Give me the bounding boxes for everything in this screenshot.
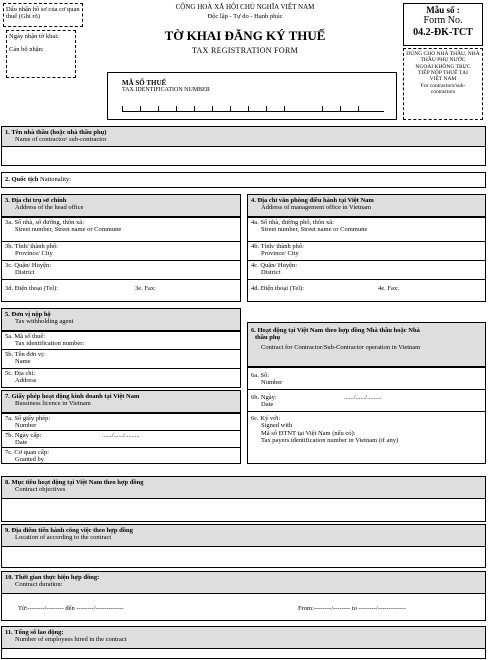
- received-stamp-box: [3, 3, 83, 27]
- field-4c-label-en: District: [261, 269, 281, 277]
- field-4d-4e[interactable]: [248, 279, 485, 301]
- section-11-title-en: Number of employees hired in the contract: [15, 636, 127, 644]
- field-3b-label-en: Province/ City: [15, 250, 53, 258]
- section-1-contractor-name: [1, 126, 486, 166]
- section-1-title-en: Name of contractor/ sub-contractor: [15, 136, 107, 144]
- page-header: [100, 3, 390, 56]
- section-5-title-en: Tax withholding agent: [15, 318, 74, 326]
- tax-id-digit-cell[interactable]: [266, 106, 267, 111]
- field-3c-label-en: District: [15, 269, 35, 277]
- field-6c[interactable]: [248, 411, 485, 463]
- form-number-label-vi: Mẫu số :: [426, 5, 460, 15]
- field-5a[interactable]: [2, 331, 240, 349]
- field-3d-3e[interactable]: [2, 279, 240, 301]
- field-3b-label: 3b. Tỉnh/ thành phố:: [5, 243, 58, 250]
- field-5b-label: 5b. Tên đơn vị:: [5, 351, 45, 358]
- section-8-title-vi: 8. Mục tiêu hoạt động tại Việt Nam theo hợp đồng: [5, 479, 144, 486]
- field-4b-label-en: Province/ City: [261, 250, 299, 258]
- national-motto: Độc lập - Tự do - Hạnh phúc: [207, 13, 283, 21]
- section-7-business-licence: [1, 390, 241, 464]
- duration-from-vi[interactable]: Từ:--------/-------- đến --------/-------------: [18, 605, 124, 612]
- usage-note-box: [403, 48, 483, 120]
- field-5c-label: 5c. Địa chỉ:: [5, 370, 36, 377]
- field-7c-label-en: Granted by: [15, 456, 45, 464]
- section-10-contract-duration: [1, 571, 486, 621]
- usage-note-lines: [404, 51, 482, 95]
- tax-id-digit-cell[interactable]: [284, 106, 285, 111]
- field-6b-label-en: Date: [261, 401, 274, 409]
- section-3-title-en: Address of the head office: [15, 204, 84, 212]
- section-8-title-en: Contract objectives: [15, 486, 66, 494]
- field-3c[interactable]: [2, 260, 240, 279]
- tax-id-digit-cells[interactable]: [122, 97, 384, 112]
- usage-note-line: NGOÀI KHÔNG TRỰC: [415, 63, 471, 70]
- section-8-contract-objectives: [1, 476, 486, 522]
- field-4a[interactable]: [248, 217, 485, 241]
- tax-id-digit-cell[interactable]: [248, 106, 249, 111]
- tax-id-label-vi: MÃ SỐ THUẾ: [122, 79, 167, 87]
- field-6b[interactable]: [248, 389, 485, 411]
- section-4-title-vi: 4. Địa chỉ văn phòng điều hành tại Việt Nam: [251, 197, 374, 204]
- received-stamp-line1: Dấu nhận hồ sơ của cơ quan: [6, 6, 80, 13]
- field-3d-label: 3d. Điện thoại (Tel):: [5, 285, 58, 292]
- field-4a-label-en: Street number, Street name or Commune: [261, 226, 368, 234]
- tax-id-label-en: TAX IDENTIFICATION NUMBER: [122, 87, 210, 93]
- tax-id-box: [107, 72, 397, 120]
- tax-id-digit-cell[interactable]: [230, 106, 231, 111]
- form-title-vi: TỜ KHAI ĐĂNG KÝ THUẾ: [164, 27, 326, 43]
- field-7b[interactable]: [2, 430, 240, 447]
- field-6c-label: 6c. Ký với:: [251, 415, 281, 422]
- section-1-title-vi: 1. Tên nhà thầu (hoặc nhà thầu phụ): [5, 129, 107, 136]
- section-3-head-office: [1, 194, 241, 302]
- field-7b-date-placeholder: ....../....../.........: [102, 432, 140, 439]
- field-7a[interactable]: [2, 413, 240, 430]
- field-3a-label-en: Street number, Street name or Commune: [15, 226, 122, 234]
- field-4c[interactable]: [248, 260, 485, 279]
- contract-objectives-field[interactable]: [2, 499, 485, 521]
- section-11-title-vi: 11. Tổng số lao động:: [5, 629, 64, 636]
- field-3b[interactable]: [2, 241, 240, 260]
- field-5b-label-en: Name: [15, 358, 31, 366]
- tax-id-digit-cell[interactable]: [176, 106, 177, 111]
- tax-id-digit-cell[interactable]: [122, 106, 123, 111]
- received-stamp-line2: thuế (Ghi rõ): [6, 13, 40, 21]
- field-6b-date-placeholder: ....../....../.........: [344, 394, 382, 401]
- field-6a[interactable]: [248, 367, 485, 389]
- field-5c[interactable]: [2, 368, 240, 387]
- section-9-title-en: Location of according to the contract: [15, 534, 112, 542]
- section-5-title-vi: 5. Đơn vị nộp hộ: [5, 311, 51, 318]
- section-6-title-vi-1: 6. Hoạt động tại Việt Nam theo hợp đồng Nhà thầu hoặc Nhà: [251, 327, 420, 334]
- section-5-withholding-agent: [1, 308, 241, 388]
- field-3a[interactable]: [2, 217, 240, 241]
- field-4e-label: 4e. Fax:: [378, 285, 399, 292]
- section-10-title-vi: 10. Thời gian thực hiện hợp đồng:: [5, 574, 100, 581]
- tax-id-digit-cell[interactable]: [212, 106, 213, 111]
- field-7c-label: 7c. Cơ quan cấp:: [5, 449, 49, 456]
- field-7a-label-en: Number: [15, 422, 37, 430]
- country-name: CỘNG HOÀ XÃ HỘI CHỦ NGHĨA VIỆT NAM: [175, 3, 315, 11]
- tax-id-digit-cell[interactable]: [340, 106, 341, 111]
- section-6-contract-operation: [247, 322, 486, 464]
- section-4-management-office: [247, 194, 486, 302]
- field-4b[interactable]: [248, 241, 485, 260]
- field-6c-label-en: Signed with: [261, 422, 293, 430]
- section-6-title-en: Contract for Contractor/Sub-Contractor operation in Vietnam: [261, 343, 421, 351]
- section-7-title-en: Bussiness licence in Vietnam: [15, 400, 91, 408]
- section-10-title-en: Contract duration:: [15, 581, 63, 589]
- field-7a-label: 7a. Số giấy phép:: [5, 415, 51, 422]
- section-6-title-vi-2: thầu phụ: [255, 334, 281, 342]
- section-2-title-en: Nationality:: [40, 176, 72, 183]
- field-3c-label: 3c. Quận/ Huyện:: [5, 262, 52, 269]
- contractor-name-field[interactable]: [2, 147, 485, 167]
- usage-note-line: VIỆT NAM: [429, 76, 457, 83]
- field-5a-label: 5a. Mã số thuế:: [5, 333, 46, 340]
- usage-note-line: TIẾP NỘP THUẾ TẠI: [418, 69, 468, 76]
- usage-note-line: For contractors/sub-: [420, 82, 466, 89]
- field-5c-label-en: Address: [15, 377, 37, 385]
- tax-id-digit-cell[interactable]: [140, 106, 141, 111]
- work-location-field[interactable]: [2, 547, 485, 567]
- usage-note-line: DÙNG CHO NHÀ THẦU, NHÀ: [406, 51, 480, 57]
- receiver-label: Cán bộ nhận:: [9, 46, 44, 54]
- field-6a-label-en: Number: [261, 379, 283, 387]
- duration-from-en[interactable]: From:--------/-------- to --------/-------------: [298, 605, 406, 612]
- section-3-title-vi: 3. Địa chỉ trụ sở chính: [5, 197, 67, 204]
- form-title-en: TAX REGISTRATION FORM: [191, 46, 299, 56]
- field-5b[interactable]: [2, 349, 240, 368]
- form-number-box: [403, 3, 483, 46]
- field-6b-label: 6b. Ngày:: [251, 394, 277, 401]
- field-4b-label: 4b. Tỉnh/ thành phố:: [251, 243, 304, 250]
- section-7-title-vi: 7. Giấy phép hoạt động kinh doanh tại Việt Nam: [5, 393, 140, 400]
- section-4-title-en: Address of management office in Vietnam: [261, 204, 372, 212]
- field-6c-taxid-label: Mã số ĐTNT tại Việt Nam (nếu có):: [261, 429, 356, 437]
- form-number-label-en: Form No.: [423, 15, 463, 27]
- section-11-employees: [1, 626, 486, 659]
- field-7b-label-en: Date: [15, 439, 28, 447]
- field-4a-label: 4a. Số nhà, đường phố, thôn xã:: [251, 219, 334, 226]
- field-7b-label: 7b. Ngày cấp:: [5, 432, 42, 439]
- section-9-work-location: [1, 524, 486, 568]
- field-3e-label: 3e. Fax:: [135, 285, 156, 292]
- section-2-title-vi: 2. Quốc tịch: [5, 176, 39, 183]
- usage-note-line: THẦU PHỤ NƯỚC: [420, 57, 466, 64]
- field-6c-taxid-label-en: Tax payers identification number in Vietnam (if any): [261, 437, 399, 445]
- section-9-title-vi: 9. Địa điểm tiến hành công việc theo hợp đồng: [5, 527, 133, 534]
- tax-id-digit-cell[interactable]: [358, 106, 359, 111]
- tax-id-digit-cell[interactable]: [322, 106, 323, 111]
- section-2-nationality: [1, 172, 486, 188]
- receipt-date-box: [6, 30, 76, 78]
- field-4d-label: 4d. Điện thoại (Tel):: [251, 285, 304, 292]
- receipt-date-label: Ngày nhận tờ khai:: [9, 33, 59, 40]
- field-5a-label-en: Tax identification number:: [15, 340, 85, 348]
- field-7c[interactable]: [2, 447, 240, 464]
- form-number-code: 04.2-ĐK-TCT: [413, 26, 473, 38]
- field-3a-label: 3a. Số nhà, số đường, thôn xã:: [5, 219, 84, 226]
- usage-note-line: contractors: [430, 88, 456, 95]
- field-4c-label: 4c. Quận/ Huyện:: [251, 262, 298, 269]
- tax-id-digit-cell[interactable]: [194, 106, 195, 111]
- field-6a-label: 6a. Số:: [251, 372, 270, 379]
- tax-id-digit-cell[interactable]: [158, 106, 159, 111]
